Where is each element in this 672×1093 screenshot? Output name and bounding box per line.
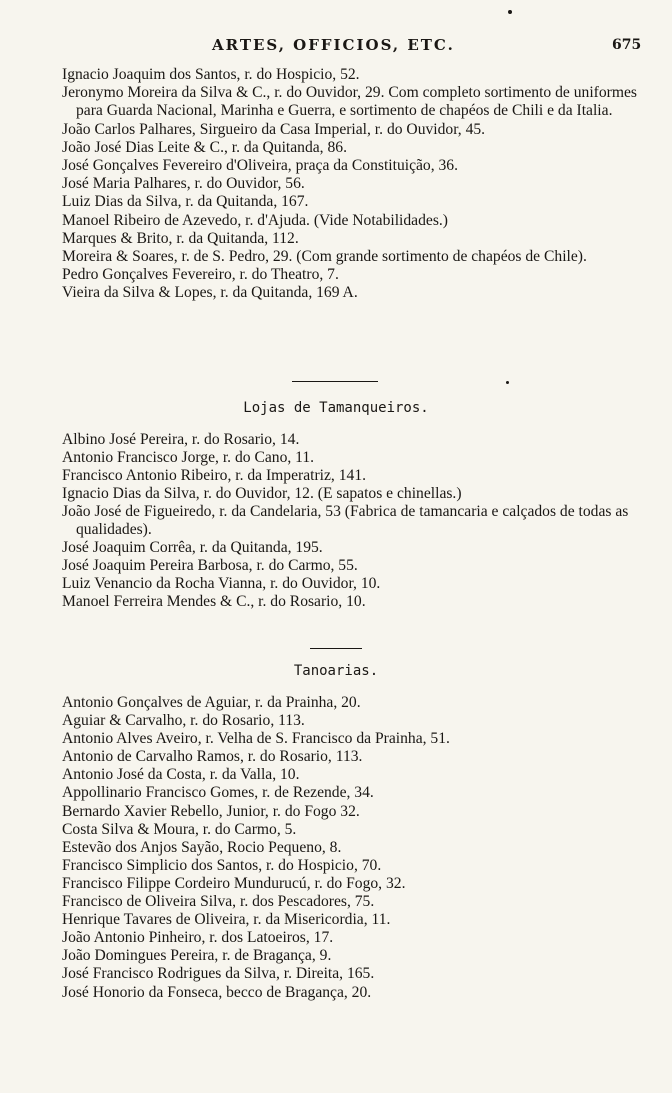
- tanoarias-entry-list: [62, 694, 660, 1002]
- list-item: Pedro Gonçalves Fevereiro, r. do Theatro, 7.: [62, 266, 339, 284]
- list-item: Antonio Francisco Jorge, r. do Cano, 11.: [62, 449, 315, 466]
- list-item: Antonio Alves Aveiro, r. Velha de S. Francisco da Prainha, 51.: [62, 730, 450, 748]
- list-item: Vieira da Silva & Lopes, r. da Quitanda, 169 A.: [62, 284, 358, 302]
- list-item: Antonio de Carvalho Ramos, r. do Rosario, 113.: [62, 748, 363, 766]
- list-item: Manoel Ribeiro de Azevedo, r. d'Ajuda. (Vide Notabilidades.): [62, 211, 448, 229]
- list-item: Estevão dos Anjos Sayão, Rocio Pequeno, 8.: [62, 838, 342, 856]
- list-item: Henrique Tavares de Oliveira, r. da Misericordia, 11.: [62, 911, 391, 929]
- list-item: Ignacio Dias da Silva, r. do Ouvidor, 12. (E sapatos e chinellas.): [62, 485, 462, 502]
- list-item: José Francisco Rodrigues da Silva, r. Direita, 165.: [62, 965, 375, 983]
- section-title-tanoarias: Tanoarias.: [293, 663, 379, 679]
- intro-entry-list: [62, 66, 660, 303]
- list-item: Jeronymo Moreira da Silva & C., r. do Ouvidor, 29. Com completo sortimento de uniformes para Guarda Nacional, Marinha e Guerra, e sortimento de chapéos de Chili e da Italia.: [62, 84, 637, 120]
- tamanqueiros-entry-list: [62, 431, 660, 611]
- list-item: Antonio José da Costa, r. da Valla, 10.: [62, 766, 300, 784]
- list-item: João Domingues Pereira, r. de Bragança, 9.: [62, 947, 332, 965]
- list-item: Francisco Filippe Cordeiro Mundurucú, r. do Fogo, 32.: [62, 874, 406, 892]
- ink-speck: [508, 10, 512, 14]
- list-item: João Carlos Palhares, Sirgueiro da Casa Imperial, r. do Ouvidor, 45.: [62, 120, 486, 138]
- list-item: Aguiar & Carvalho, r. do Rosario, 113.: [62, 712, 305, 730]
- section-divider: [310, 648, 362, 649]
- section-divider: [292, 381, 378, 382]
- list-item: Francisco Simplicio dos Santos, r. do Hospicio, 70.: [62, 856, 382, 874]
- list-item: Costa Silva & Moura, r. do Carmo, 5.: [62, 820, 297, 838]
- list-item: José Honorio da Fonseca, becco de Bragança, 20.: [62, 983, 372, 1001]
- list-item: Francisco de Oliveira Silva, r. dos Pescadores, 75.: [62, 893, 375, 911]
- list-item: José Maria Palhares, r. do Ouvidor, 56.: [62, 175, 305, 193]
- section-title-tamanqueiros: Lojas de Tamanqueiros.: [243, 400, 429, 416]
- running-title: ARTES, OFFICIOS, ETC.: [212, 36, 455, 54]
- list-item: João José de Figueiredo, r. da Candelaria, 53 (Fabrica de tamancaria e calçados de todas as qualidades).: [62, 503, 629, 538]
- list-item: João Antonio Pinheiro, r. dos Latoeiros, 17.: [62, 929, 334, 947]
- list-item: Luiz Dias da Silva, r. da Quitanda, 167.: [62, 193, 309, 211]
- list-item: Manoel Ferreira Mendes & C., r. do Rosario, 10.: [62, 593, 366, 610]
- list-item: José Gonçalves Fevereiro d'Oliveira, praça da Constituição, 36.: [62, 157, 458, 175]
- list-item: Ignacio Joaquim dos Santos, r. do Hospicio, 52.: [62, 66, 360, 83]
- list-item: Albino José Pereira, r. do Rosario, 14.: [62, 431, 300, 448]
- list-item: Marques & Brito, r. da Quitanda, 112.: [62, 229, 299, 247]
- list-item: Moreira & Soares, r. de S. Pedro, 29. (Com grande sortimento de chapéos de Chile).: [62, 248, 587, 266]
- list-item: Appollinario Francisco Gomes, r. de Rezende, 34.: [62, 784, 374, 802]
- list-item: José Joaquim Pereira Barbosa, r. do Carmo, 55.: [62, 557, 358, 574]
- list-item: Luiz Venancio da Rocha Vianna, r. do Ouvidor, 10.: [62, 575, 381, 592]
- list-item: Bernardo Xavier Rebello, Junior, r. do Fogo 32.: [62, 802, 360, 820]
- list-item: João José Dias Leite & C., r. da Quitanda, 86.: [62, 138, 347, 156]
- page-number: 675: [612, 37, 642, 53]
- list-item: Francisco Antonio Ribeiro, r. da Imperatriz, 141.: [62, 467, 367, 484]
- list-item: José Joaquim Corrêa, r. da Quitanda, 195.: [62, 539, 323, 556]
- page-header: [0, 36, 672, 58]
- ink-speck: [506, 381, 509, 384]
- list-item: Antonio Gonçalves de Aguiar, r. da Prainha, 20.: [62, 694, 361, 711]
